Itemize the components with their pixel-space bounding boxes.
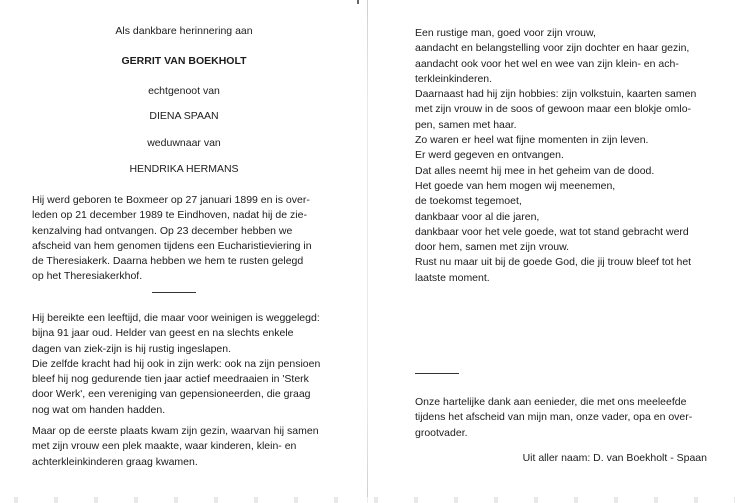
poem-text: Een rustige man, goed voor zijn vrouw, aandacht en belangstelling voor zijn dochter en haar gezin, aandacht ook voor het wel en wee van zijn klein- en ach- terkleinkinderen. Daarnaast had hij zijn hobbies: zijn volkstuin, kaarten samen met zijn vrouw in de soos of gewoon maar een blokje omlo- pen, samen met haar. Zo waren er heel wat fijne momenten in zijn leven. Er werd gegeven en ontvangen. Dat alles neemt hij mee in het geheim van de dood. Het goede van hem mogen wij meenemen, de toekomst tegemoet, dankbaar voor al die jaren, dankbaar voor het vele goede, wat tot stand gebracht werd door hem, samen met zijn vrouw. Rust nu maar uit bij de goede God, die jij trouw bleef tot het laatste moment. — [415, 27, 697, 284]
intro-line: Als dankbare herinnering aan — [115, 25, 253, 37]
family-paragraph: Maar op de eerste plaats kwam zijn gezin, waarvan hij samen met zijn vrouw een plek maakte, waar kinderen, klein- en achterkleinkinderen graag kwamen. — [32, 425, 319, 468]
family-signoff: Uit aller naam: D. van Boekholt - Spaan — [522, 452, 707, 464]
separator-line — [152, 292, 196, 293]
spouse-label: echtgenoot van — [148, 85, 220, 97]
spouse-name: DIENA SPAAN — [149, 110, 219, 122]
widower-label: weduwnaar van — [147, 137, 221, 149]
fold-mark — [357, 0, 359, 4]
thanks-text: Onze hartelijke dank aan eenieder, die met ons meeleefde tijdens het afscheid van mijn man, onze vader, opa en over- grootvader. — [415, 396, 693, 439]
deceased-name: GERRIT VAN BOEKHOLT — [121, 55, 247, 67]
life-paragraph: Hij bereikte een leeftijd, die maar voor weinigen is weggelegd: bijna 91 jaar oud. Helder van geest en na slechts enkele dagen van ziek-zijn is hij rustig ingeslapen. Die zelfde kracht had hij ook in zijn werk: ook na zijn pensioen bleef hij nog gedurende tien jaar actief meedraaien in 'Sterk door Werk', een vereniging van gepensioneerden, die graag nog wat om handen hadden. — [32, 312, 321, 416]
separator-line — [415, 373, 459, 374]
scan-edge — [0, 497, 735, 503]
biography-paragraph: Hij werd geboren te Boxmeer op 27 januari 1899 en is over- leden op 21 december 1989 te Eindhoven, nadat hij de zie- kenzalving had ontvangen. Op 23 december hebben we afscheid van hem genomen tijdens een Eucharistieviering in de Theresiakerk. Daarna hebben we hem te rusten gelegd op het Theresiakerkhof. — [32, 194, 312, 283]
first-wife-name: HENDRIKA HERMANS — [129, 163, 239, 175]
right-page — [368, 0, 735, 503]
